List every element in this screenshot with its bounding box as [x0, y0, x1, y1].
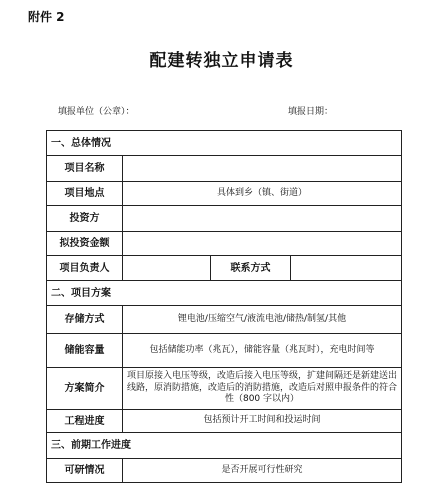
attachment-label: 附件 2: [28, 10, 65, 24]
row-construction-progress: [47, 410, 402, 433]
section-heading-overview: 一、总体情况: [47, 131, 402, 156]
fill-date-label: 填报日期：: [288, 107, 334, 117]
plan-summary-label: 方案简介: [47, 368, 123, 410]
investor-label: 投资方: [47, 206, 123, 232]
row-project-name: [47, 156, 402, 182]
planned-investment-label: 拟投资金额: [47, 232, 123, 256]
page-title: 配建转独立申请表: [149, 51, 294, 71]
project-manager-field[interactable]: [123, 256, 211, 281]
application-form-table: [46, 130, 402, 483]
project-location-label: 项目地点: [47, 182, 123, 206]
row-project-location: [47, 182, 402, 206]
row-plan-summary: [47, 368, 402, 410]
section-row-preliminary: [47, 433, 402, 459]
row-feasibility: [47, 459, 402, 483]
fill-unit-label: 填报单位（公章）：: [58, 107, 135, 117]
row-planned-investment: [47, 232, 402, 256]
storage-capacity-field[interactable]: 包括储能功率（兆瓦），储能容量（兆瓦时），充电时间等: [123, 334, 402, 368]
row-storage-capacity: [47, 334, 402, 368]
section-heading-preliminary: 三、前期工作进度: [47, 433, 402, 459]
project-location-field[interactable]: 具体到乡（镇、街道）: [123, 182, 402, 206]
project-name-field[interactable]: [123, 156, 402, 182]
row-storage-type: [47, 306, 402, 334]
row-investor: [47, 206, 402, 232]
row-project-manager: [47, 256, 402, 281]
storage-capacity-label: 储能容量: [47, 334, 123, 368]
project-manager-label: 项目负责人: [47, 256, 123, 281]
investor-field[interactable]: [123, 206, 402, 232]
contact-info-field[interactable]: [291, 256, 402, 281]
planned-investment-field[interactable]: [123, 232, 402, 256]
contact-info-label: 联系方式: [211, 256, 291, 281]
construction-progress-label: 工程进度: [47, 410, 123, 433]
storage-type-field[interactable]: 锂电池/压缩空气/液流电池/储热/制氢/其他: [123, 306, 402, 334]
section-row-overview: [47, 131, 402, 156]
feasibility-field[interactable]: 是否开展可行性研究: [123, 459, 402, 483]
construction-progress-field[interactable]: 包括预计开工时间和投运时间: [123, 410, 402, 433]
feasibility-label: 可研情况: [47, 459, 123, 483]
project-name-label: 项目名称: [47, 156, 123, 182]
storage-type-label: 存储方式: [47, 306, 123, 334]
section-heading-plan: 二、项目方案: [47, 281, 402, 306]
section-row-plan: [47, 281, 402, 306]
plan-summary-field[interactable]: 项目原接入电压等级，改造后接入电压等级，扩建间隔还是新建送出线路，原消防措施，改造后的消防措施，改造后对照申报条件的符合性（800 字以内）: [123, 368, 402, 410]
